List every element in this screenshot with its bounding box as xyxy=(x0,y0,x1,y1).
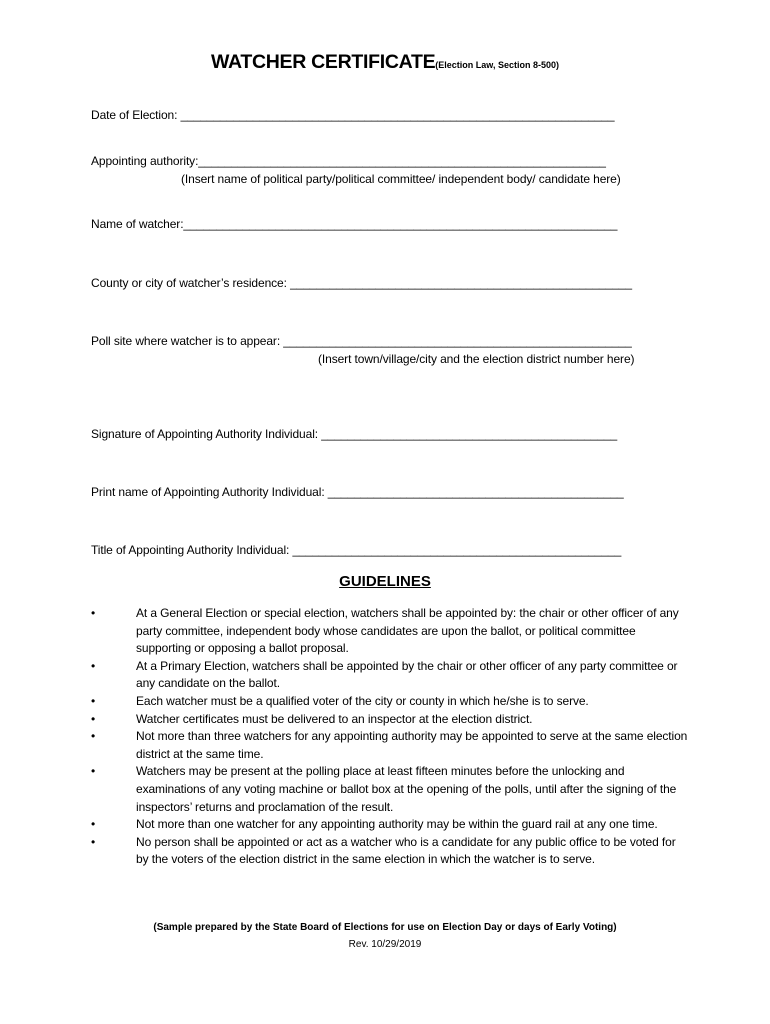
poll-site-hint: (Insert town/village/city and the election district number here) xyxy=(318,352,635,366)
signature-field[interactable]: Signature of Appointing Authority Individual: _____________________________________________ xyxy=(91,427,618,441)
revision-date: Rev. 10/29/2019 xyxy=(348,939,422,950)
guideline-text: At a General Election or special election, watchers shall be appointed by: the chair or other officer of any party committee, independent body whose candidates are upon the ballot, or political committee supporting or opposing a ballot proposal. xyxy=(136,606,679,656)
guideline-item xyxy=(91,605,691,658)
guideline-item xyxy=(91,693,691,711)
guideline-item xyxy=(91,728,691,763)
certificate-header xyxy=(0,51,770,74)
appointing-authority-hint: (Insert name of political party/political committee/ independent body/ candidate here) xyxy=(181,172,621,186)
guideline-text: Watcher certificates must be delivered to an inspector at the election district. xyxy=(136,711,533,726)
guideline-item xyxy=(91,658,691,693)
title-of-authority-field[interactable]: Title of Appointing Authority Individual: __________________________________________________ xyxy=(91,543,622,557)
bullet-icon: • xyxy=(91,764,96,779)
bullet-icon: • xyxy=(91,711,96,726)
bullet-icon: • xyxy=(91,834,96,849)
poll-site-field[interactable]: Poll site where watcher is to appear: _____________________________________________________ xyxy=(91,334,632,348)
bullet-icon: • xyxy=(91,817,96,832)
guideline-text: Watchers may be present at the polling place at least fifteen minutes before the unlocking and examinations of any voting machine or ballot box at the opening of the polls, until after the signing of the inspectors’ returns and proclamation of the result. xyxy=(136,764,677,814)
guidelines-list xyxy=(91,605,691,869)
bullet-icon: • xyxy=(91,658,96,673)
guideline-text: Not more than one watcher for any appointing authority may be within the guard rail at any one time. xyxy=(136,817,658,832)
name-of-watcher-field[interactable]: Name of watcher:__________________________________________________________________ xyxy=(91,217,618,231)
bullet-icon: • xyxy=(91,606,96,620)
appointing-authority-field[interactable]: Appointing authority:______________________________________________________________ xyxy=(91,154,606,168)
guideline-item xyxy=(91,711,691,729)
guideline-item xyxy=(91,834,691,869)
guideline-text: Not more than three watchers for any appointing authority may be appointed to serve at the same election district at the same time. xyxy=(136,729,688,761)
bullet-icon: • xyxy=(91,693,96,708)
print-name-field[interactable]: Print name of Appointing Authority Individual: _____________________________________________ xyxy=(91,485,624,499)
guidelines-heading: GUIDELINES xyxy=(339,573,431,590)
footer-note: (Sample prepared by the State Board of Elections for use on Election Day or days of Early Voting) xyxy=(153,922,617,933)
guideline-item xyxy=(91,816,691,834)
county-or-city-field[interactable]: County or city of watcher’s residence: ____________________________________________________ xyxy=(91,276,632,290)
page-title: WATCHER CERTIFICATE xyxy=(210,51,436,73)
guideline-item xyxy=(91,763,691,816)
guideline-text: No person shall be appointed or act as a watcher who is a candidate for any public office to be voted for by the voters of the election district in the same election in which the watcher is to serve. xyxy=(136,834,676,867)
bullet-icon: • xyxy=(91,729,96,744)
guideline-text: Each watcher must be a qualified voter of the city or county in which he/she is to serve. xyxy=(136,693,589,708)
statute-reference: (Election Law, Section 8-500) xyxy=(435,60,559,70)
date-of-election-field[interactable]: Date of Election: __________________________________________________________________ xyxy=(91,108,615,122)
guideline-text: At a Primary Election, watchers shall be appointed by the chair or other officer of any party committee or any candidate on the ballot. xyxy=(136,658,678,691)
